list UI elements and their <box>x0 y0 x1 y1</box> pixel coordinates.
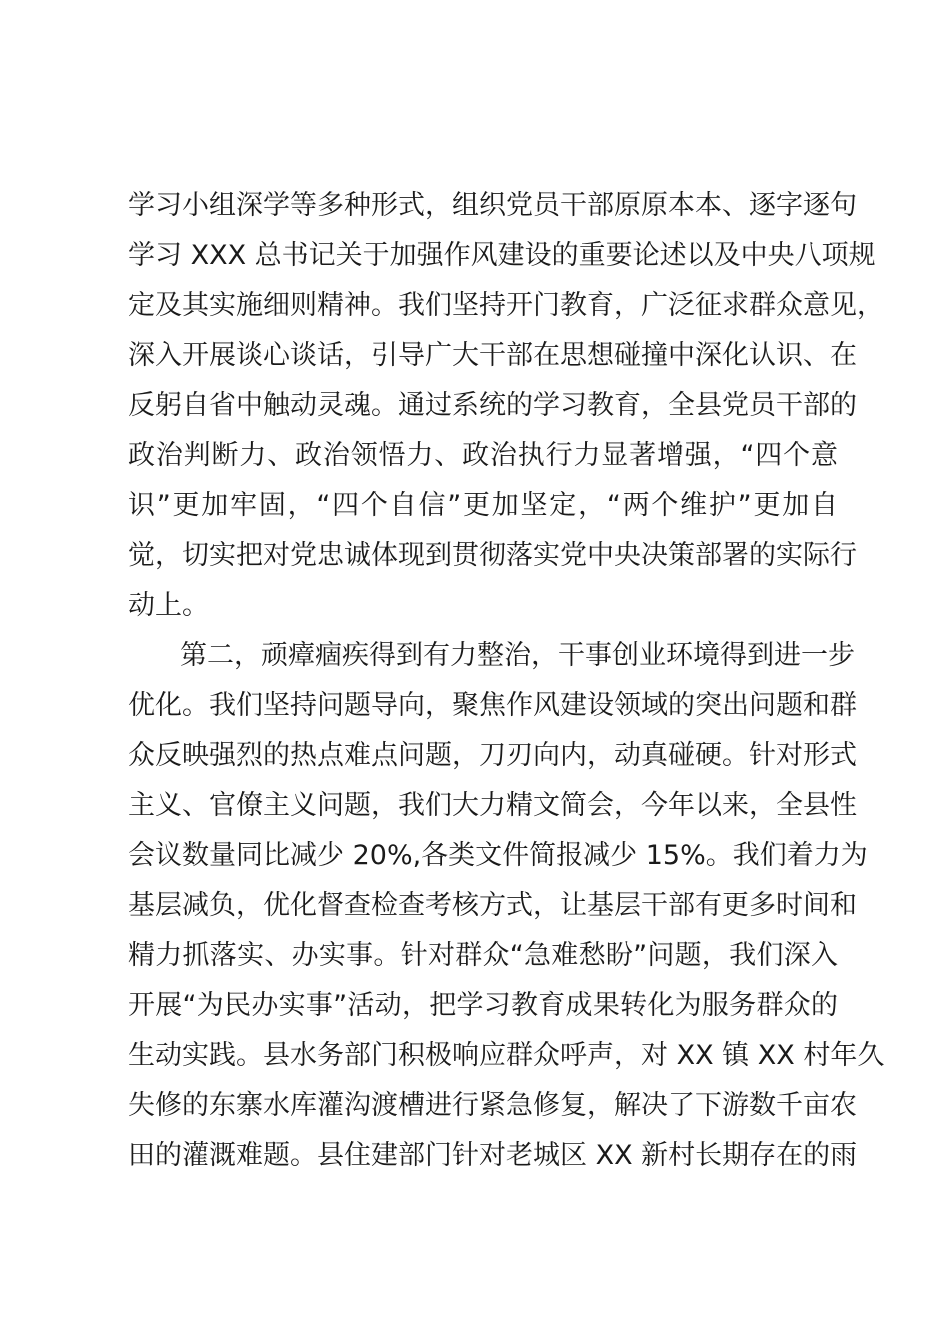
text-line: 基层减负，优化督查检查考核方式，让基层干部有更多时间和 <box>128 890 857 921</box>
text-line: 反躬自省中触动灵魂。通过系统的学习教育，全县党员干部的 <box>128 390 857 421</box>
text-line: 第二，顽瘴痼疾得到有力整治，干事创业环境得到进一步 <box>180 640 855 671</box>
paragraph-2 <box>128 631 885 1181</box>
paragraph-1 <box>128 181 884 631</box>
text-line: 精力抓落实、办实事。针对群众“急难愁盼”问题，我们深入 <box>128 940 838 971</box>
body-text <box>128 181 885 1181</box>
text-line: 生动实践。县水务部门积极响应群众呼声，对 XX 镇 XX 村年久 <box>128 1040 885 1071</box>
text-line: 觉，切实把对党忠诚体现到贯彻落实党中央决策部署的实际行 <box>128 540 857 571</box>
text-line: 开展“为民办实事”活动，把学习教育成果转化为服务群众的 <box>128 990 838 1021</box>
text-line: 定及其实施细则精神。我们坚持开门教育，广泛征求群众意见， <box>128 290 884 321</box>
text-line: 识”更加牢固，“四个自信”更加坚定，“两个维护”更加自 <box>128 490 838 521</box>
text-line: 主义、官僚主义问题，我们大力精文简会，今年以来，全县性 <box>128 790 857 821</box>
text-line: 深入开展谈心谈话，引导广大干部在思想碰撞中深化认识、在 <box>128 340 857 371</box>
text-line: 田的灌溉难题。县住建部门针对老城区 XX 新村长期存在的雨 <box>128 1140 858 1171</box>
text-line: 政治判断力、政治领悟力、政治执行力显著增强，“四个意 <box>128 440 838 471</box>
text-line: 失修的东寨水库灌沟渡槽进行紧急修复，解决了下游数千亩农 <box>128 1090 857 1121</box>
text-line: 众反映强烈的热点难点问题，刀刃向内，动真碰硬。针对形式 <box>128 740 857 771</box>
text-line: 优化。我们坚持问题导向，聚焦作风建设领域的突出问题和群 <box>128 690 857 721</box>
text-line: 学习 XXX 总书记关于加强作风建设的重要论述以及中央八项规 <box>128 240 876 271</box>
text-line: 动上。 <box>128 590 209 621</box>
text-line: 会议数量同比减少 20%,各类文件简报减少 15%。我们着力为 <box>128 840 868 871</box>
text-line: 学习小组深学等多种形式，组织党员干部原原本本、逐字逐句 <box>128 190 857 221</box>
